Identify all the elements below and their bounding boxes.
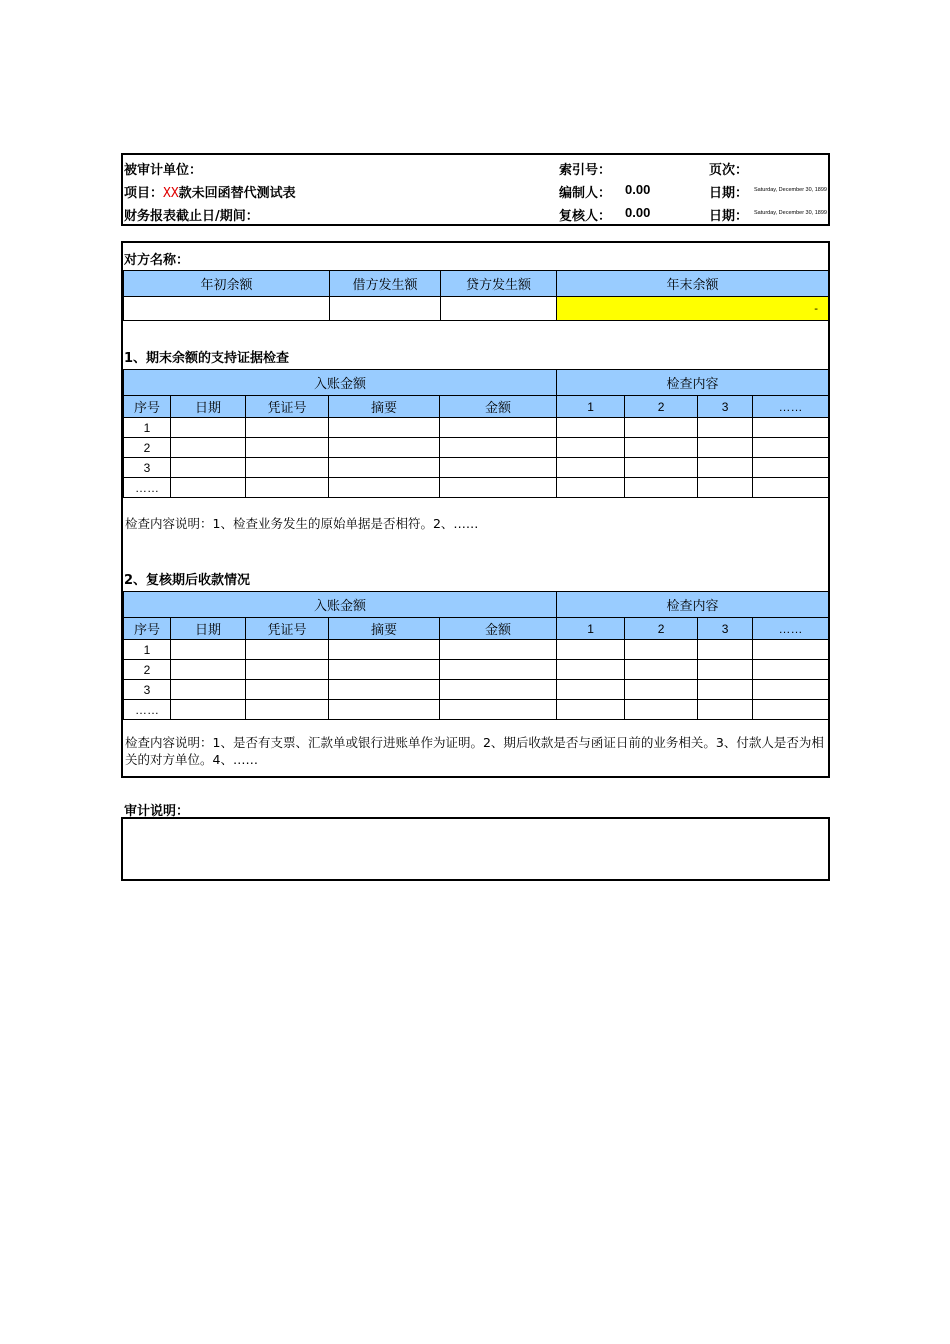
main-box	[121, 241, 830, 778]
cell[interactable]	[246, 478, 329, 498]
balance-header-opening: 年初余额	[124, 271, 330, 297]
date-label-2: 日期：	[709, 209, 749, 224]
cell[interactable]	[329, 458, 440, 478]
table-row	[124, 660, 829, 680]
col-summary: 摘要	[329, 618, 440, 640]
row-seq: ……	[124, 478, 171, 498]
cell[interactable]	[625, 660, 698, 680]
table-row	[124, 640, 829, 660]
cell[interactable]	[753, 700, 829, 720]
cell[interactable]	[753, 458, 829, 478]
cell[interactable]	[698, 418, 753, 438]
cell[interactable]	[329, 478, 440, 498]
cell[interactable]	[171, 700, 246, 720]
cell[interactable]	[329, 418, 440, 438]
col-check-2: 2	[625, 396, 698, 418]
cell[interactable]	[557, 660, 625, 680]
header-box	[121, 153, 830, 226]
cell[interactable]	[625, 418, 698, 438]
project-prefix: 项目：	[124, 186, 164, 201]
cell[interactable]	[698, 660, 753, 680]
cell[interactable]	[440, 478, 557, 498]
cell[interactable]	[171, 418, 246, 438]
cell[interactable]	[625, 640, 698, 660]
index-no-label: 索引号：	[559, 163, 612, 178]
col-amount: 金额	[440, 396, 557, 418]
cell[interactable]	[557, 680, 625, 700]
preparer-value: 0.00	[625, 182, 651, 197]
cell[interactable]	[440, 438, 557, 458]
row-seq: ……	[124, 700, 171, 720]
cell[interactable]	[698, 458, 753, 478]
col-summary: 摘要	[329, 396, 440, 418]
balance-header-credit: 贷方发生额	[441, 271, 557, 297]
cell[interactable]	[557, 640, 625, 660]
cell[interactable]	[440, 458, 557, 478]
year-end-balance-cell[interactable]: -	[557, 297, 829, 321]
col-check-more: ……	[753, 618, 829, 640]
table-row	[124, 700, 829, 720]
date-value-1: Saturday, December 30, 1899	[754, 187, 827, 193]
section1-title: 1、期末余额的支持证据检查	[124, 351, 290, 366]
cell[interactable]	[246, 458, 329, 478]
header-row-2	[123, 178, 828, 201]
cell[interactable]	[625, 700, 698, 720]
cell[interactable]	[753, 640, 829, 660]
col-date: 日期	[171, 396, 246, 418]
table-row	[124, 418, 829, 438]
table-row	[124, 478, 829, 498]
cell[interactable]	[246, 680, 329, 700]
section2-group-check: 检查内容	[557, 592, 829, 618]
row-seq: 2	[124, 438, 171, 458]
section1-table	[123, 369, 829, 498]
col-check-1: 1	[557, 396, 625, 418]
period-label: 财务报表截止日/期间：	[124, 209, 259, 224]
cell[interactable]	[625, 478, 698, 498]
row-seq: 3	[124, 458, 171, 478]
section2-title: 2、复核期后收款情况	[124, 573, 251, 588]
debit-amount-cell[interactable]	[330, 297, 441, 321]
col-voucher: 凭证号	[246, 618, 329, 640]
col-check-3: 3	[698, 396, 753, 418]
cell[interactable]	[753, 660, 829, 680]
cell[interactable]	[171, 438, 246, 458]
section2-group-entry: 入账金额	[124, 592, 557, 618]
cell[interactable]	[171, 478, 246, 498]
cell[interactable]	[440, 700, 557, 720]
cell[interactable]	[171, 640, 246, 660]
cell[interactable]	[440, 640, 557, 660]
project-title	[124, 182, 296, 201]
col-check-1: 1	[557, 618, 625, 640]
counterparty-label: 对方名称：	[124, 253, 190, 268]
balance-header-closing: 年末余额	[557, 271, 829, 297]
col-check-3: 3	[698, 618, 753, 640]
date-label-1: 日期：	[709, 186, 749, 201]
col-date: 日期	[171, 618, 246, 640]
row-seq: 1	[124, 640, 171, 660]
section2-note: 检查内容说明：1、是否有支票、汇款单或银行进账单作为证明。2、期后收款是否与函证日前的业务相关。3、付款人是否为相关的对方单位。4、……	[125, 735, 824, 767]
cell[interactable]	[625, 438, 698, 458]
section1-group-entry: 入账金额	[124, 370, 557, 396]
cell[interactable]	[329, 680, 440, 700]
preparer-label: 编制人：	[559, 186, 612, 201]
cell[interactable]	[329, 700, 440, 720]
cell[interactable]	[246, 438, 329, 458]
cell[interactable]	[329, 660, 440, 680]
col-check-2: 2	[625, 618, 698, 640]
cell[interactable]	[625, 458, 698, 478]
cell[interactable]	[329, 640, 440, 660]
cell[interactable]	[557, 478, 625, 498]
date-value-2: Saturday, December 30, 1899	[754, 210, 827, 216]
cell[interactable]	[698, 640, 753, 660]
cell[interactable]	[753, 680, 829, 700]
col-check-more: ……	[753, 396, 829, 418]
table-row	[124, 438, 829, 458]
cell[interactable]	[557, 418, 625, 438]
reviewer-value: 0.00	[625, 205, 651, 220]
credit-amount-cell[interactable]	[441, 297, 557, 321]
row-seq: 3	[124, 680, 171, 700]
cell[interactable]	[440, 680, 557, 700]
project-xx: XX	[163, 186, 179, 201]
col-seq: 序号	[124, 396, 171, 418]
audit-note-label: 审计说明：	[124, 804, 190, 819]
header-row-1	[123, 155, 828, 178]
cell[interactable]	[698, 478, 753, 498]
cell[interactable]	[557, 700, 625, 720]
cell[interactable]	[557, 458, 625, 478]
reviewer-label: 复核人：	[559, 209, 612, 224]
table-row	[124, 680, 829, 700]
audited-unit-label: 被审计单位：	[124, 163, 203, 178]
table-row	[124, 458, 829, 478]
audit-note-box[interactable]	[121, 817, 830, 881]
cell[interactable]	[557, 438, 625, 458]
row-seq: 2	[124, 660, 171, 680]
cell[interactable]	[246, 700, 329, 720]
cell[interactable]	[698, 700, 753, 720]
cell[interactable]	[246, 640, 329, 660]
balance-table	[123, 270, 829, 321]
section1-group-check: 检查内容	[557, 370, 829, 396]
section2-table	[123, 591, 829, 720]
opening-balance-cell[interactable]	[124, 297, 330, 321]
cell[interactable]	[698, 438, 753, 458]
cell[interactable]	[440, 418, 557, 438]
col-amount: 金额	[440, 618, 557, 640]
cell[interactable]	[171, 458, 246, 478]
cell[interactable]	[246, 660, 329, 680]
col-voucher: 凭证号	[246, 396, 329, 418]
balance-header-debit: 借方发生额	[330, 271, 441, 297]
header-row-3	[123, 201, 828, 224]
cell[interactable]	[753, 418, 829, 438]
cell[interactable]	[753, 438, 829, 458]
row-seq: 1	[124, 418, 171, 438]
section1-note: 检查内容说明：1、检查业务发生的原始单据是否相符。2、……	[125, 516, 479, 531]
cell[interactable]	[171, 660, 246, 680]
cell[interactable]	[440, 660, 557, 680]
cell[interactable]	[329, 438, 440, 458]
project-suffix: 款未回函替代测试表	[178, 186, 296, 201]
cell[interactable]	[171, 680, 246, 700]
page-label: 页次：	[709, 163, 749, 178]
col-seq: 序号	[124, 618, 171, 640]
cell[interactable]	[698, 680, 753, 700]
cell[interactable]	[246, 418, 329, 438]
cell[interactable]	[625, 680, 698, 700]
cell[interactable]	[753, 478, 829, 498]
